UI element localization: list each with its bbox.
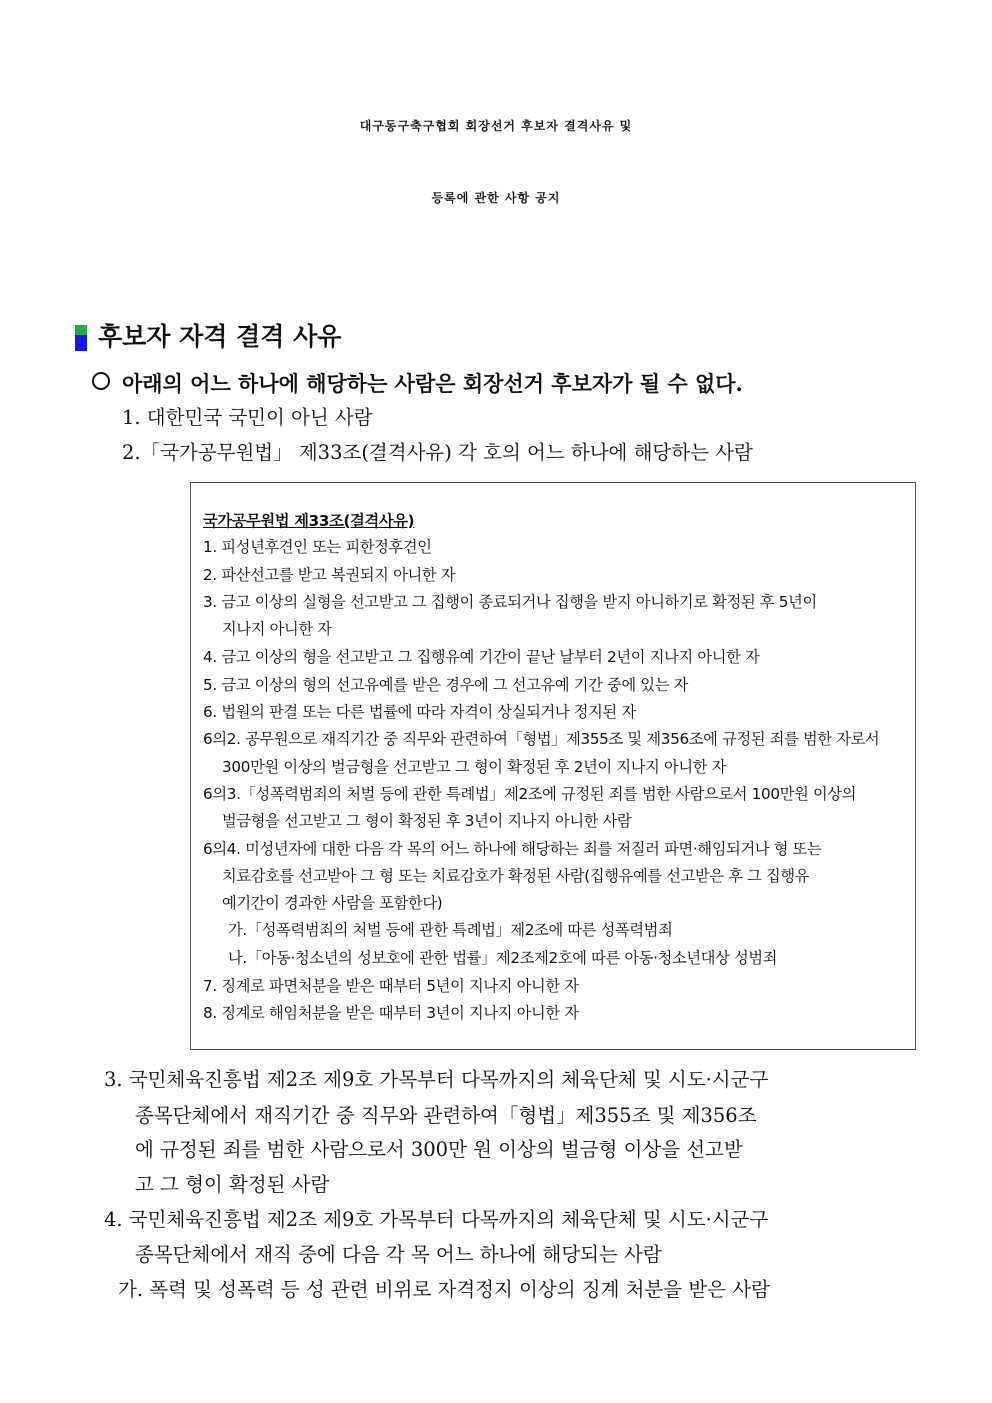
law-clause-line: 예기간이 경과한 사람을 포함한다) <box>222 894 443 912</box>
law-excerpt-box <box>190 482 916 1050</box>
law-clause-line: 7. 징계로 파면처분을 받은 때부터 5년이 지나지 아니한 자 <box>203 977 579 995</box>
law-clause-line: 6의2. 공무원으로 재직기간 중 직무와 관련하여「형법」제355조 및 제356조에 규정된 죄를 범한 자로서 <box>203 730 880 748</box>
eligibility-item-3-continued: 고 그 형이 확정된 사람 <box>135 1173 330 1196</box>
law-clause-line: 8. 징계로 해임처분을 받은 때부터 3년이 지나지 아니한 자 <box>203 1004 579 1022</box>
lead-statement <box>92 370 743 397</box>
law-clause-line: 4. 금고 이상의 형을 선고받고 그 집행유예 기간이 끝난 날부터 2년이 지나지 아니한 자 <box>203 648 760 666</box>
law-clause-line: 벌금형을 선고받고 그 형이 확정된 후 3년이 지나지 아니한 사람 <box>222 812 632 830</box>
law-subclause-line: 가.「성폭력범죄의 처벌 등에 관한 특례법」제2조에 따른 성폭력범죄 <box>228 921 673 939</box>
law-clause-line: 6의4. 미성년자에 대한 다음 각 목의 어느 하나에 해당하는 죄를 저질러 파면·해임되거나 형 또는 <box>203 840 822 858</box>
lead-text: 아래의 어느 하나에 해당하는 사람은 회장선거 후보자가 될 수 없다. <box>122 371 743 396</box>
law-clause-line: 5. 금고 이상의 형의 선고유예를 받은 경우에 그 선고유예 기간 중에 있는 자 <box>203 676 688 694</box>
eligibility-item-2: 2.「국가공무원법」 제33조(결격사유) 각 호의 어느 하나에 해당하는 사람 <box>122 441 753 464</box>
eligibility-item-3-continued: 에 규정된 죄를 범한 사람으로서 300만 원 이상의 벌금형 이상을 선고받 <box>135 1138 743 1161</box>
law-clause-line: 2. 파산선고를 받고 복권되지 아니한 자 <box>203 566 456 584</box>
document-title-line-2: 등록에 관한 사항 공지 <box>431 191 561 205</box>
eligibility-item-1: 1. 대한민국 국민이 아닌 사람 <box>122 406 373 429</box>
law-clause-line: 300만원 이상의 벌금형을 선고받고 그 형이 확정된 후 2년이 지나지 아니한 자 <box>222 758 727 776</box>
eligibility-item-3: 3. 국민체육진흥법 제2조 제9호 가목부터 다목까지의 체육단체 및 시도·시군구 <box>104 1068 769 1091</box>
law-clause-line: 1. 피성년후견인 또는 피한정후견인 <box>203 538 432 556</box>
circle-bullet-icon <box>92 372 110 390</box>
law-subclause-line: 나.「아동·청소년의 성보호에 관한 법률」제2조제2호에 따른 아동·청소년대상 성범죄 <box>228 949 778 967</box>
eligibility-item-4-continued: 종목단체에서 재직 중에 다음 각 목 어느 하나에 해당되는 사람 <box>135 1243 662 1266</box>
law-box-title: 국가공무원법 제33조(결격사유) <box>203 512 415 530</box>
law-clause-line: 지나지 아니한 자 <box>222 620 332 638</box>
law-clause-line: 3. 금고 이상의 실형을 선고받고 그 집행이 종료되거나 집행을 받지 아니하기로 확정된 후 5년이 <box>203 593 817 611</box>
law-clause-line: 6. 법원의 판결 또는 다른 법률에 따라 자격이 상실되거나 정지된 자 <box>203 703 636 721</box>
eligibility-item-4: 4. 국민체육진흥법 제2조 제9호 가목부터 다목까지의 체육단체 및 시도·시군구 <box>104 1208 769 1231</box>
section-heading: 후보자 자격 결격 사유 <box>98 322 342 351</box>
section-marker-icon <box>75 325 87 351</box>
eligibility-item-4-subitem: 가. 폭력 및 성폭력 등 성 관련 비위로 자격정지 이상의 징계 처분을 받은 사람 <box>118 1278 770 1301</box>
law-clause-line: 치료감호를 선고받아 그 형 또는 치료감호가 확정된 사람(집행유예를 선고받은 후 그 집행유 <box>222 867 810 885</box>
document-title-line-1: 대구동구축구협회 회장선거 후보자 결격사유 및 <box>359 119 633 133</box>
law-clause-line: 6의3.「성폭력범죄의 처벌 등에 관한 특례법」제2조에 규정된 죄를 범한 사람으로서 100만원 이상의 <box>203 785 857 803</box>
eligibility-item-3-continued: 종목단체에서 재직기간 중 직무와 관련하여「형법」제355조 및 제356조 <box>135 1104 757 1127</box>
